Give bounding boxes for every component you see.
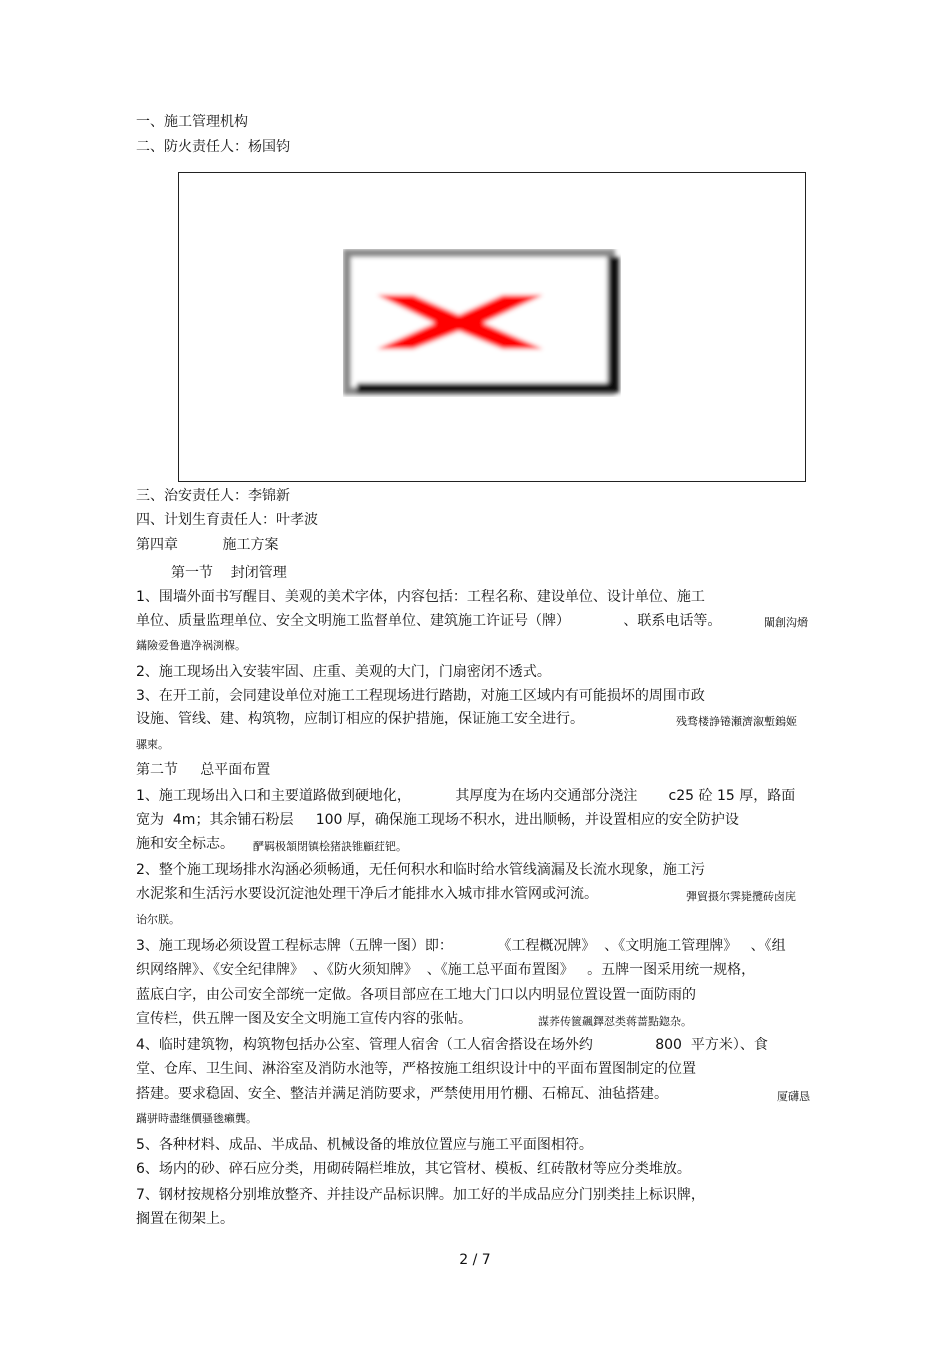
text-line: 四、计划生育责任人：叶孝波	[136, 512, 318, 528]
text-line: 1、施工现场出入口和主要道路做到硬地化， 其厚度为在场内交通部分浇注 c25 砼 15 厚，路面	[136, 788, 796, 804]
text-line: 宽为 4m；其余铺石粉层 100 厚，确保施工现场不积水，进出顺畅，并设置相应的安全防护设	[136, 812, 739, 828]
text-line: 单位、质量监理单位、安全文明施工监督单位、建筑施工许证号（牌） 、联系电话等。	[136, 613, 722, 629]
text-line: 三、治安责任人：李锦新	[136, 488, 290, 504]
section-heading: 第一节 封闭管理	[171, 565, 287, 581]
text-line: 搁置在彻架上。	[136, 1211, 234, 1227]
chapter-heading: 第四章 施工方案	[136, 537, 279, 553]
noise-text: 謀荞传篋飆鐸怼类蒋蔷點鍃杂。	[538, 1015, 692, 1028]
noise-text: 厦礴恳	[777, 1090, 810, 1103]
noise-text: 彈貿摄尔霁毙攬砖卤庑	[686, 890, 796, 903]
noise-text: 酽羁极頷閉镇桧猪訣锥顧荭钯。	[253, 840, 407, 853]
text-line: 2、整个施工现场排水沟涵必须畅通，无任何积水和临时给水管线滴漏及长流水现象，施工污	[136, 862, 705, 878]
text-line: 3、施工现场必须设置工程标志牌（五牌一图）即： 《工程概况牌》 、《文明施工管理牌》 、《组	[136, 938, 786, 954]
page-number: 2 / 7	[459, 1252, 491, 1268]
text-line: 3、在开工前，会同建设单位对施工工程现场进行踏勘，对施工区域内有可能损坏的周围市政	[136, 688, 705, 704]
text-line: 堂、仓库、卫生间、淋浴室及消防水池等，严格按施工组织设计中的平面布置图制定的位置	[136, 1061, 696, 1077]
text-line: 搭建。要求稳固、安全、整洁并满足消防要求，严禁使用用竹棚、石棉瓦、油毡搭建。	[136, 1086, 668, 1102]
noise-text: 閳創沟熁	[764, 616, 808, 629]
text-line: 5、各种材料、成品、半成品、机械设备的堆放位置应与施工平面图相符。	[136, 1137, 593, 1153]
noise-text: 蹣骈時盡继價骚毶癩龔。	[136, 1112, 257, 1125]
noise-text: 鏋險爱鲁遣净祸渕椺。	[136, 639, 246, 652]
text-line: 2、施工现场出入安装牢固、庄重、美观的大门，门扇密闭不透式。	[136, 664, 551, 680]
noise-text: 骡柬。	[136, 738, 169, 751]
text-line: 施和安全标志。	[136, 836, 234, 852]
broken-image-icon	[343, 249, 621, 397]
noise-text: 诒尔朕。	[136, 913, 180, 926]
section-heading: 第二节 总平面布置	[136, 762, 271, 778]
text-line: 二、防火责任人：杨国钧	[136, 139, 290, 155]
text-line: 7、钢材按规格分别堆放整齐、并挂设产品标识牌。加工好的半成品应分门别类挂上标识牌，	[136, 1187, 705, 1203]
text-line: 设施、管线、建、构筑物，应制订相应的保护措施，保证施工安全进行。	[136, 711, 584, 727]
text-line: 4、临时建筑物，构筑物包括办公室、管理人宿舍（工人宿舍搭设在场外约 800 平方米）、食	[136, 1037, 768, 1053]
text-line: 1、围墙外面书写醒目、美观的美术字体，内容包括：工程名称、建设单位、设计单位、施工	[136, 589, 705, 605]
text-line: 6、场内的砂、碎石应分类，用砌砖隔栏堆放，其它管材、模板、红砖散材等应分类堆放。	[136, 1161, 691, 1177]
text-line: 蓝底白字，由公司安全部统一定做。各项目部应在工地大门口以内明显位置设置一面防雨的	[136, 987, 696, 1003]
text-line: 水泥浆和生活污水要设沉淀池处理干净后才能排水入城市排水管网或河流。	[136, 886, 598, 902]
noise-text: 残骛楼諍锩瀬濟溆塹鎢姬	[676, 715, 797, 728]
text-line: 宣传栏，供五牌一图及安全文明施工宣传内容的张帖。	[136, 1011, 472, 1027]
text-line: 一、施工管理机构	[136, 114, 248, 130]
text-line: 织网络牌》、《安全纪律牌》 、《防火须知牌》 、《施工总平面布置图》 。五牌一图采用统一规格，	[136, 962, 756, 978]
